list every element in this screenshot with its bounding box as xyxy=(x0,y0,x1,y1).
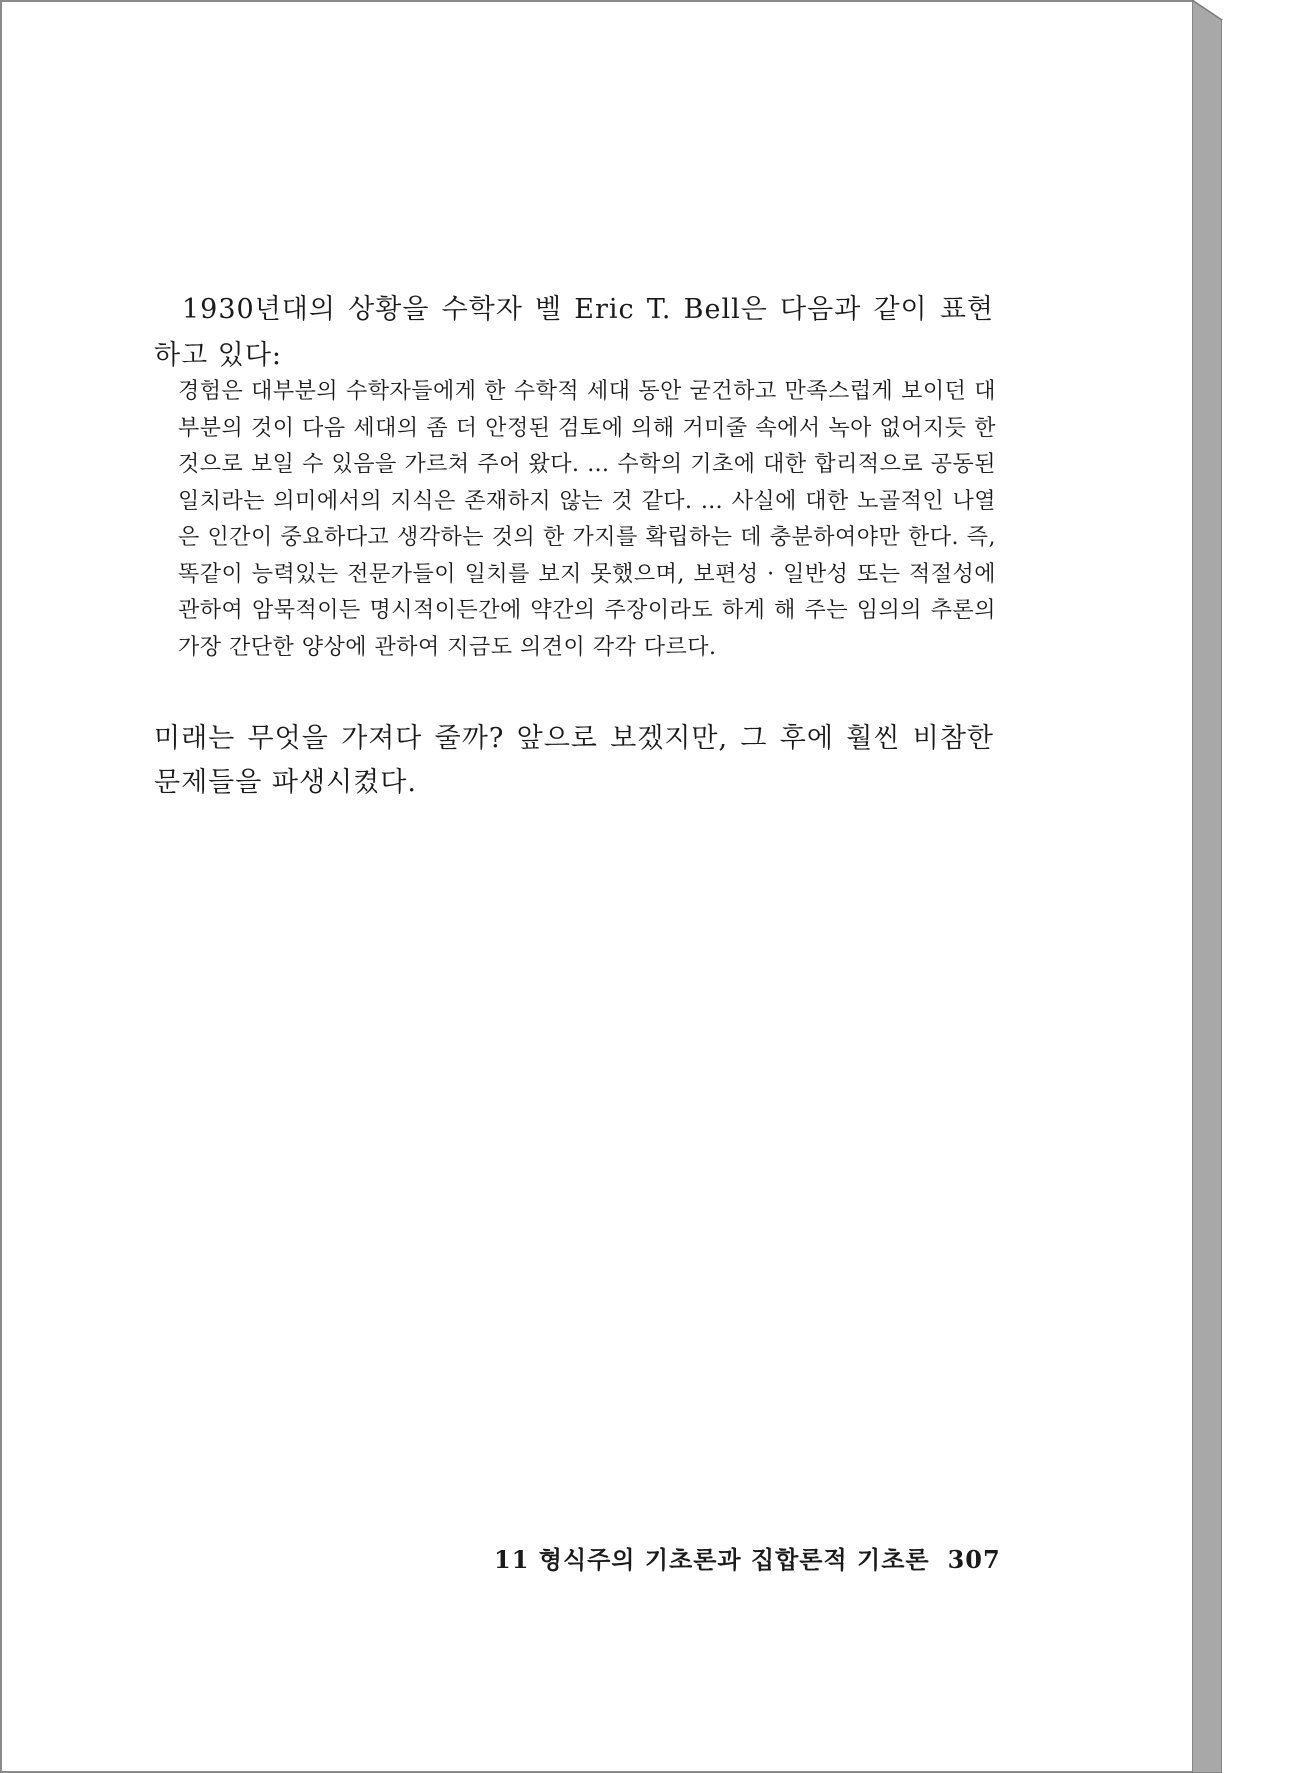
block-quote: 경험은 대부분의 수학자들에게 한 수학적 세대 동안 굳건하고 만족스럽게 보이던 대부분의 것이 다음 세대의 좀 더 안정된 검토에 의해 거미줄 속에서 녹아 없어지듯 한 것으로 보일 수 있음을 가르쳐 주어 왔다. … 수학의 기초에 대한 합리적으로 공동된 일치라는 의미에서의 지식은 존재하지 않는 것 같다. … 사실에 대한 노골적인 나열은 인간이 중요하다고 생각하는 것의 한 가지를 확립하는 데 충분하여야만 한다. 즉, 똑같이 능력있는 전문가들이 일치를 보지 못했으며, 보편성 · 일반성 또는 적절성에 관하여 암묵적이든 명시적이든간에 약간의 주장이라도 하게 해 주는 임의의 추론의 가장 간단한 양상에 관하여 지금도 의견이 각각 다르다. xyxy=(178,379,996,660)
intro-paragraph: 1930년대의 상황을 수학자 벨 Eric T. Bell은 다음과 같이 표현하고 있다: xyxy=(154,294,994,371)
page-footer xyxy=(494,1540,1001,1575)
closing-paragraph: 미래는 무엇을 가져다 줄까? 앞으로 보겠지만, 그 후에 훨씬 비참한 문제들을 파생시켰다. xyxy=(154,723,994,798)
page-number: 307 xyxy=(947,1545,1001,1574)
running-head: 11 형식주의 기초론과 집합론적 기초론 xyxy=(494,1545,930,1574)
